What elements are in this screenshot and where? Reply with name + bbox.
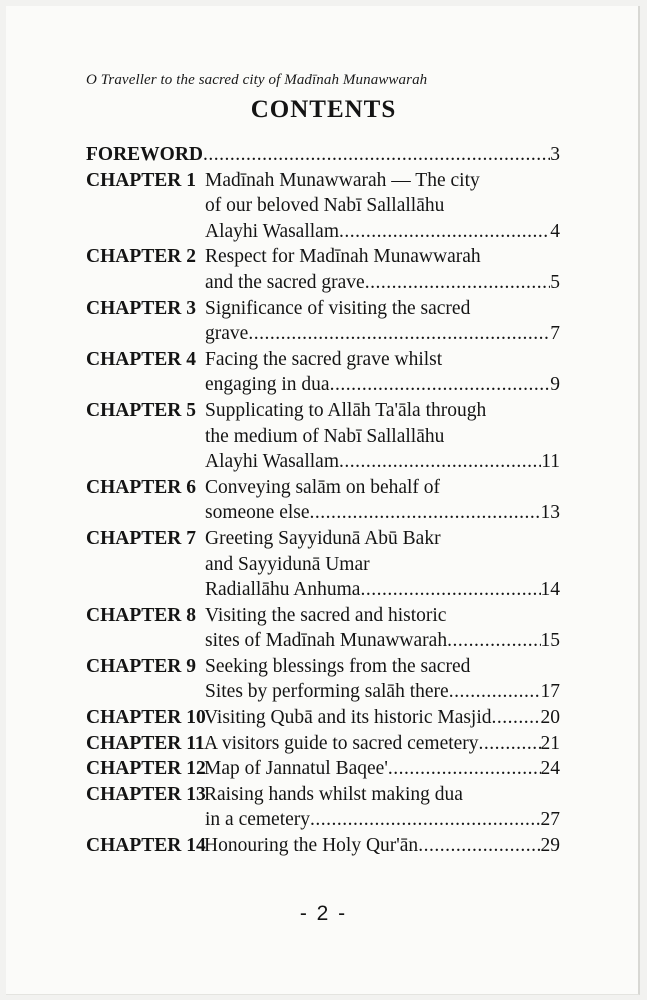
toc-entry-foreword [86, 142, 560, 168]
page-ref: 27 [540, 809, 560, 831]
chapter-title-line: Visiting Qubā and its historic Masjid [204, 707, 492, 729]
chapter-title-line: Sites by performing salāh there [205, 681, 449, 703]
toc-entry [86, 756, 560, 782]
page-ref: 17 [540, 681, 560, 703]
chapter-title-line: in a cemetery [205, 809, 311, 831]
page-ref: 7 [550, 323, 560, 345]
page-ref: 5 [550, 271, 560, 293]
chapter-title-line: Greeting Sayyidunā Abū Bakr [205, 527, 441, 549]
chapter-title-line: someone else [205, 502, 310, 524]
chapter-title-line: Raising hands whilst making dua [204, 783, 463, 805]
dot-leader [310, 500, 541, 526]
chapter-label: CHAPTER 12 [86, 758, 206, 780]
chapter-label: CHAPTER 7 [86, 527, 196, 549]
chapter-title-line: sites of Madīnah Munawwarah [205, 630, 448, 652]
chapter-title-line: the medium of Nabī Sallallāhu [205, 425, 445, 447]
chapter-title-line: grave [205, 323, 249, 345]
toc-entry [86, 654, 560, 705]
chapter-title-line: Alayhi Wasallam [205, 451, 339, 473]
page-ref: 21 [540, 732, 560, 754]
chapter-title-line: Facing the sacred grave whilst [205, 348, 443, 370]
chapter-title-line: Respect for Madīnah Munawwarah [205, 246, 481, 268]
dot-leader [248, 321, 550, 347]
table-of-contents [86, 142, 560, 859]
dot-leader [330, 372, 551, 398]
chapter-title-line: Madīnah Munawwarah — The city [205, 169, 480, 191]
dot-leader [339, 449, 541, 475]
chapter-title-line: Visiting the sacred and historic [205, 604, 447, 626]
toc-entry [86, 705, 560, 731]
chapter-title-line: Seeking blessings from the sacred [205, 655, 471, 677]
chapter-title-line: Supplicating to Allāh Ta'āla through [205, 399, 487, 421]
dot-leader [449, 679, 541, 705]
chapter-label: CHAPTER 5 [86, 399, 196, 421]
dot-leader [492, 705, 541, 731]
chapter-title-line: Alayhi Wasallam [205, 220, 339, 242]
dot-leader [339, 219, 550, 245]
dot-leader [203, 142, 550, 168]
foreword-label: FOREWORD [86, 144, 203, 165]
page-title: CONTENTS [250, 96, 397, 123]
running-head: O Traveller to the sacred city of Madīnah Munawwarah [86, 72, 428, 88]
toc-entry [86, 347, 560, 398]
chapter-title-line: A visitors guide to sacred cemetery [204, 732, 479, 754]
toc-entry [86, 782, 560, 833]
toc-entry [86, 296, 560, 347]
dot-leader [365, 270, 551, 296]
chapter-label: CHAPTER 13 [86, 783, 206, 805]
page-ref: 4 [550, 220, 560, 242]
page-ref: 11 [541, 451, 560, 473]
dot-leader [388, 756, 541, 782]
chapter-label: CHAPTER 6 [86, 476, 196, 498]
page-ref: 14 [540, 579, 560, 601]
toc-entry [86, 398, 560, 475]
chapter-title-line: Significance of visiting the sacred [205, 297, 471, 319]
toc-entry [86, 833, 560, 859]
chapter-title-line: Conveying salām on behalf of [205, 476, 441, 498]
dot-leader [310, 807, 540, 833]
toc-entry [86, 168, 560, 245]
chapter-label: CHAPTER 8 [86, 604, 196, 626]
chapter-label: CHAPTER 9 [86, 655, 196, 677]
chapter-title-line: Honouring the Holy Qur'ān [204, 835, 419, 857]
chapter-title-line: engaging in dua [205, 374, 330, 396]
page-ref: 24 [540, 758, 560, 780]
chapter-label: CHAPTER 10 [86, 707, 206, 729]
page-ref: 20 [540, 707, 560, 729]
toc-entry [86, 244, 560, 295]
dot-leader [360, 577, 540, 603]
toc-entry [86, 731, 560, 757]
toc-entry [86, 526, 560, 603]
page-number: - 2 - [299, 902, 348, 925]
toc-entry [86, 475, 560, 526]
chapter-title-line: Map of Jannatul Baqee' [204, 758, 388, 780]
chapter-label: CHAPTER 4 [86, 348, 196, 370]
dot-leader [418, 833, 540, 859]
toc-entry [86, 603, 560, 654]
dot-leader [447, 628, 540, 654]
chapter-title-line: Radiallāhu Anhuma [205, 579, 361, 601]
page-ref: 15 [540, 630, 560, 652]
dot-leader [479, 731, 541, 757]
chapter-label: CHAPTER 2 [86, 246, 196, 268]
chapter-label: CHAPTER 14 [86, 835, 206, 857]
page-ref: 13 [540, 502, 560, 524]
chapter-label: CHAPTER 3 [86, 297, 196, 319]
chapter-title-line: and Sayyidunā Umar [205, 553, 370, 575]
page-ref: 29 [540, 835, 560, 857]
chapter-label: CHAPTER 1 [86, 169, 196, 191]
page-ref: 3 [550, 144, 560, 165]
chapter-title-line: and the sacred grave [205, 271, 365, 293]
chapter-list [86, 168, 560, 859]
chapter-label: CHAPTER 11 [86, 732, 205, 754]
chapter-title-line: of our beloved Nabī Sallallāhu [205, 195, 445, 217]
page-ref: 9 [550, 374, 560, 396]
